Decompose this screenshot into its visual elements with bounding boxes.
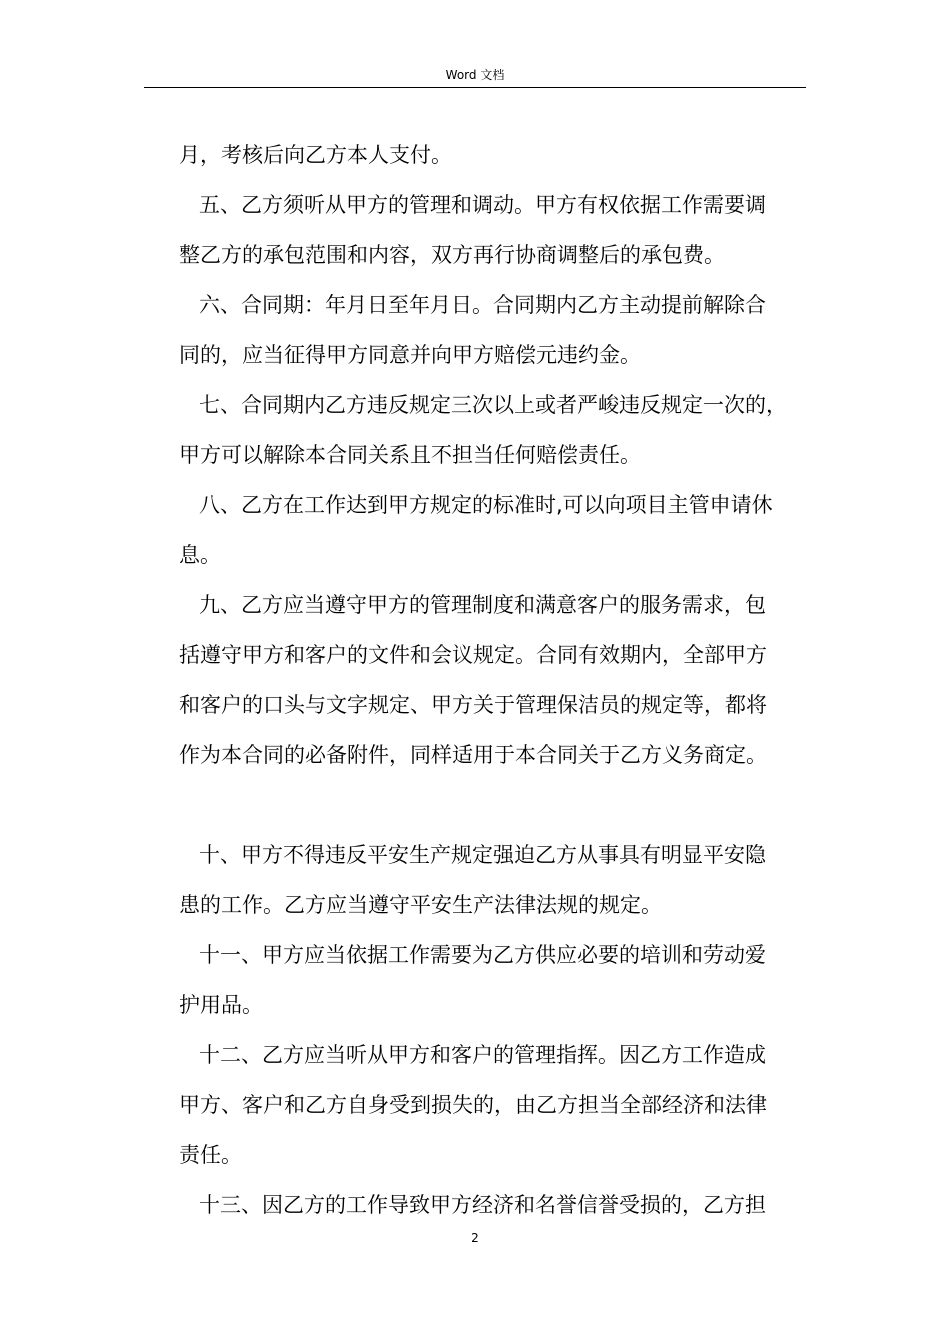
- body-line: 甲方、客户和乙方自身受到损失的，由乙方担当全部经济和法律: [179, 1093, 767, 1117]
- body-line: 十一、甲方应当依据工作需要为乙方供应必要的培训和劳动爱: [199, 943, 766, 967]
- body-line: 十二、乙方应当听从甲方和客户的管理指挥。因乙方工作造成: [199, 1043, 766, 1067]
- document-body: [179, 130, 807, 1230]
- body-line: 责任。: [179, 1143, 242, 1167]
- body-line: 九、乙方应当遵守甲方的管理制度和满意客户的服务需求，包: [199, 593, 766, 617]
- body-line: 同的，应当征得甲方同意并向甲方赔偿元违约金。: [179, 343, 641, 367]
- body-line: 括遵守甲方和客户的文件和会议规定。合同有效期内，全部甲方: [179, 643, 767, 667]
- body-line: 六、合同期：年月日至年月日。合同期内乙方主动提前解除合: [199, 293, 766, 317]
- body-line: 整乙方的承包范围和内容，双方再行协商调整后的承包费。: [179, 243, 725, 267]
- body-line: 作为本合同的必备附件，同样适用于本合同关于乙方义务商定。: [179, 743, 767, 767]
- body-line: 十三、因乙方的工作导致甲方经济和名誉信誉受损的，乙方担: [199, 1193, 766, 1217]
- body-line: 和客户的口头与文字规定、甲方关于管理保洁员的规定等，都将: [179, 693, 767, 717]
- body-line: 八、乙方在工作达到甲方规定的标准时,可以向项目主管申请休: [199, 493, 773, 517]
- document-header-title: Word 文档: [445, 68, 505, 82]
- blank-line: [179, 780, 807, 830]
- body-line: 患的工作。乙方应当遵守平安生产法律法规的规定。: [179, 893, 662, 917]
- body-line: 五、乙方须听从甲方的管理和调动。甲方有权依据工作需要调: [199, 193, 766, 217]
- body-line: 十、甲方不得违反平安生产规定强迫乙方从事具有明显平安隐: [199, 843, 766, 867]
- header-divider: [144, 87, 806, 88]
- body-line: 息。: [179, 543, 221, 567]
- page-number: 2: [471, 1231, 479, 1245]
- body-line: 甲方可以解除本合同关系且不担当任何赔偿责任。: [179, 443, 641, 467]
- body-line: 护用品。: [179, 993, 263, 1017]
- body-line: 七、合同期内乙方违反规定三次以上或者严峻违反规定一次的，: [199, 393, 787, 417]
- body-line: 月，考核后向乙方本人支付。: [179, 143, 452, 167]
